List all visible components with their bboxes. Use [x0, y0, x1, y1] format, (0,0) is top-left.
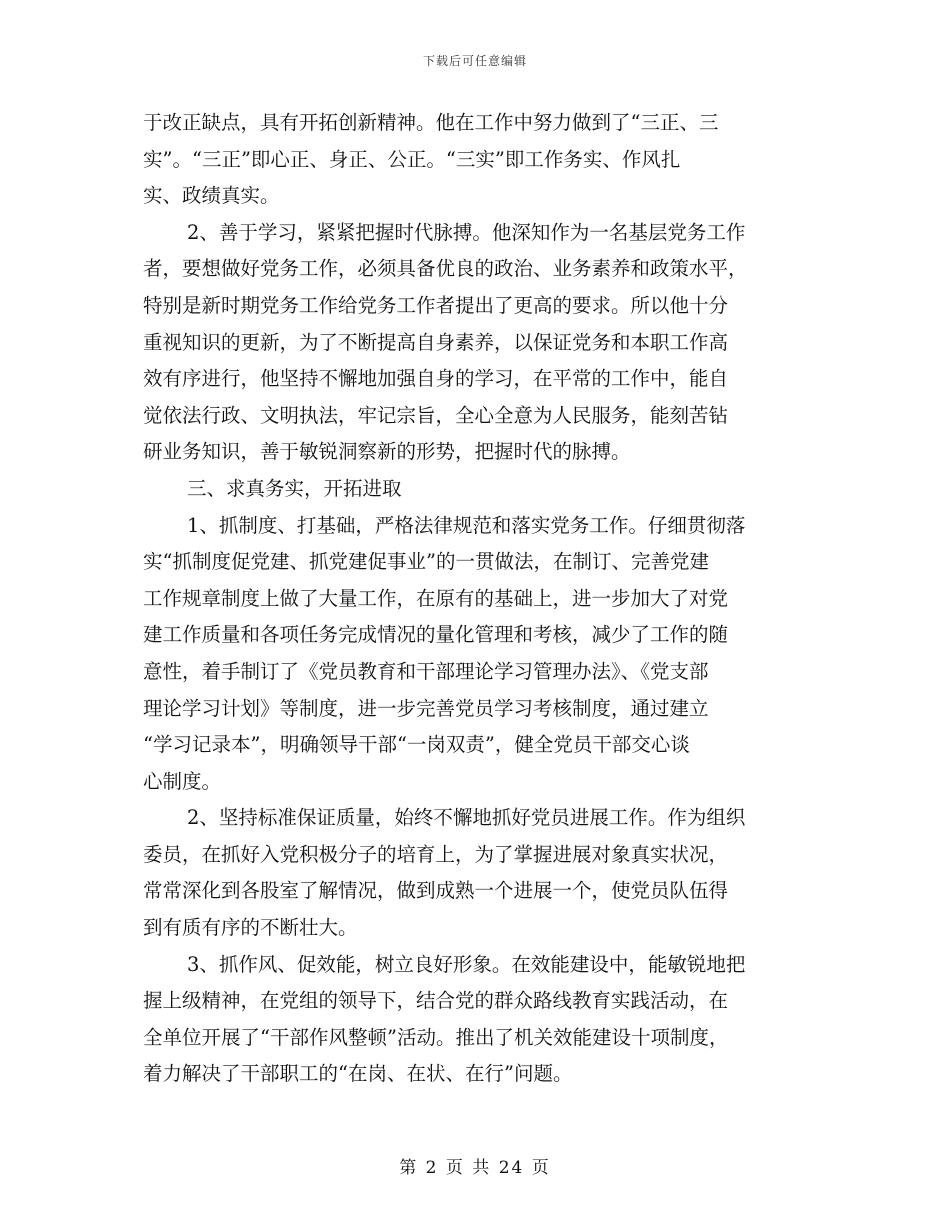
paragraph-start: 2、善于学习，紧紧把握时代脉搏。他深知作为一名基层党务工作	[187, 220, 746, 244]
text-line: 着力解决了干部职工的“在岗、在状、在行”问题。	[143, 1062, 573, 1086]
paragraph-start: 2、坚持标准保证质量，始终不懈地抓好党员进展工作。作为组织	[187, 806, 746, 830]
text-line: 实、政绩真实。	[143, 184, 280, 208]
page-footer: 第 2 页 共 24 页	[399, 1158, 551, 1178]
paragraph-start: 3、抓作风、促效能，树立良好形象。在效能建设中，能敏锐地把	[187, 952, 746, 976]
text-line: 常常深化到各股室了解情况，做到成熟一个进展一个，使党员队伍得	[143, 879, 729, 903]
text-line: 建工作质量和各项任务完成情况的量化管理和考核，减少了工作的随	[143, 623, 729, 647]
text-line: 觉依法行政、文明执法，牢记宗旨，全心全意为人民服务，能刻苦钻	[143, 403, 729, 427]
text-line: 到有质有序的不断壮大。	[143, 916, 358, 940]
text-line: 实”。“三正”即心正、身正、公正。“三实”即工作务实、作风扎	[143, 147, 681, 171]
text-line: 重视知识的更新，为了不断提高自身素养，以保证党务和本职工作高	[143, 330, 729, 354]
text-line: “学习记录本”，明确领导干部“一岗双责”，健全党员干部交心谈	[143, 733, 690, 757]
text-line: 全单位开展了“干部作风整顿”活动。推出了机关效能建设十项制度，	[143, 1025, 729, 1049]
text-line: 理论学习计划》等制度，进一步完善党员学习考核制度，通过建立	[143, 696, 709, 720]
text-line: 者，要想做好党务工作，必须具备优良的政治、业务素养和政策水平，	[143, 257, 748, 281]
text-line: 研业务知识，善于敏锐洞察新的形势，把握时代的脉搏。	[143, 440, 631, 464]
text-line: 效有序进行，他坚持不懈地加强自身的学习，在平常的工作中，能自	[143, 367, 729, 391]
text-line: 于改正缺点，具有开拓创新精神。他在工作中努力做到了“三正、三	[143, 111, 719, 134]
text-line: 特别是新时期党务工作给党务工作者提出了更高的要求。所以他十分	[143, 293, 729, 317]
body-text	[143, 105, 805, 1093]
section-heading: 三、求真务实，开拓进取	[187, 476, 402, 500]
text-line: 意性，着手制订了《党员教育和干部理论学习管理办法》、《党支部	[143, 659, 709, 683]
text-line: 工作规章制度上做了大量工作，在原有的基础上，进一步加大了对党	[143, 586, 729, 610]
text-line: 实“抓制度促党建、抓党建促事业”的一贯做法，在制订、完善党建	[143, 550, 709, 574]
text-line: 握上级精神，在党组的领导下，结合党的群众路线教育实践活动，在	[143, 989, 729, 1013]
text-line: 委员，在抓好入党积极分子的培育上，为了掌握进展对象真实状况，	[143, 842, 729, 866]
page-header: 下载后可任意编辑	[422, 54, 527, 68]
paragraph-start: 1、抓制度、打基础，严格法律规范和落实党务工作。仔细贯彻落	[187, 513, 746, 537]
text-line: 心制度。	[143, 769, 222, 793]
